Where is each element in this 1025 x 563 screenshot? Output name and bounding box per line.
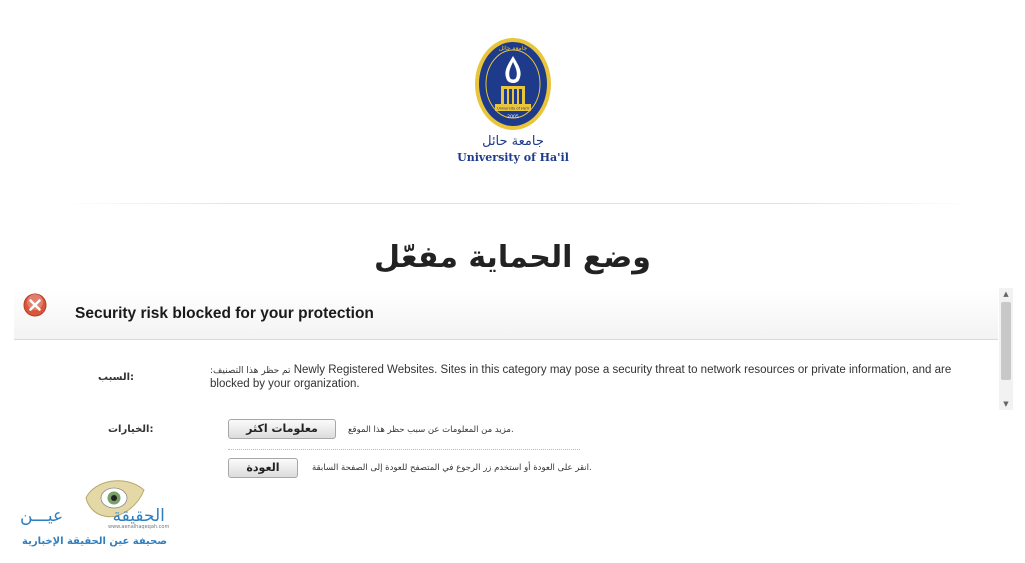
back-button[interactable]: العودة bbox=[228, 458, 298, 478]
more-info-description: .مزيد من المعلومات عن سبب حظر هذا الموقع bbox=[348, 425, 514, 435]
error-x-icon bbox=[23, 293, 47, 317]
scroll-up-arrow-icon[interactable]: ▲ bbox=[1003, 290, 1009, 298]
scrollbar-thumb[interactable] bbox=[1001, 302, 1011, 380]
reason-description: Newly Registered Websites. Sites in this category may pose a security threat to network resources or private information, and are blocked by your organization. bbox=[210, 364, 952, 390]
watermark-name-part2: الحقيقة bbox=[112, 506, 165, 526]
watermark-name-part1: عيـــن bbox=[20, 506, 64, 526]
seal-ring-text: جامعة حائل bbox=[498, 45, 528, 52]
header-divider bbox=[60, 203, 975, 204]
block-page-title: Security risk blocked for your protection bbox=[75, 305, 374, 322]
watermark-subtitle: صحيفة عين الحقيقة الإخبارية bbox=[22, 536, 167, 547]
watermark-logo bbox=[20, 476, 190, 556]
block-page-header bbox=[14, 288, 998, 340]
seal-year: 2005 bbox=[507, 115, 519, 120]
scroll-down-arrow-icon[interactable]: ▼ bbox=[1003, 400, 1009, 408]
seal-ribbon-text: University of Ha'il bbox=[497, 106, 529, 111]
frame-scrollbar[interactable] bbox=[999, 288, 1013, 410]
more-info-button[interactable]: معلومات اكثر bbox=[228, 419, 336, 439]
university-english-name: University of Ha'il bbox=[457, 151, 569, 164]
reason-arabic-prefix: :تم حظر هذا التصنيف bbox=[210, 366, 291, 376]
back-description: .انقر على العودة أو استخدم زر الرجوع في المتصفح للعودة إلى الصفحة السابقة bbox=[312, 463, 592, 473]
university-logo bbox=[455, 34, 571, 169]
university-arabic-name: جامعة حائل bbox=[482, 134, 544, 149]
watermark-title bbox=[20, 506, 165, 526]
options-label: :الخيارات bbox=[108, 424, 154, 435]
university-seal-icon bbox=[473, 36, 553, 132]
reason-label: :السبب bbox=[98, 372, 135, 383]
watermark-url: www.aenalhaqeqah.com bbox=[108, 524, 170, 530]
options-divider bbox=[228, 449, 580, 450]
reason-text bbox=[210, 364, 990, 391]
page-title: وضع الحماية مفعّل bbox=[374, 240, 651, 275]
